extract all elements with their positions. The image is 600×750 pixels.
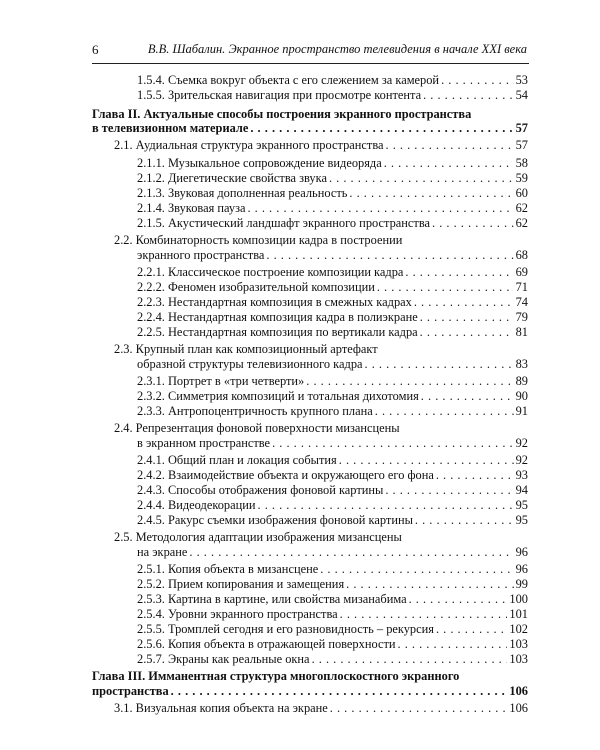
toc-entry-page: 101 [509,607,528,621]
toc-entry-page: 54 [515,88,528,102]
toc-leader [250,121,513,135]
toc-section-heading: 2.3. Крупный план как композиционный артефакт [114,342,378,356]
toc-leader [349,186,513,200]
toc-entry-page: 90 [515,389,528,403]
toc-entry-page: 74 [515,295,528,309]
toc-entry [137,652,528,666]
toc-entry [137,374,528,388]
toc-entry-title: экранного пространства [137,248,265,262]
toc-entry [137,562,528,576]
toc-entry-title: 2.2.1. Классическое построение композиции кадра [137,265,404,279]
toc-entry-title: пространства [92,684,169,698]
toc-entry [137,577,528,591]
toc-entry-title: 2.2.2. Феномен изобразительной композиции [137,280,375,294]
toc-entry-page: 60 [515,186,528,200]
toc-entry [114,138,528,152]
toc-entry [137,325,528,339]
toc-entry-title: 2.1.2. Диегетические свойства звука [137,171,327,185]
toc-entry-page: 58 [515,156,528,170]
toc-entry-title: в телевизионном материале [92,121,249,135]
header-author: В.В. Шабалин. [147,42,226,56]
toc-entry-title: 2.5.2. Прием копирования и замещения [137,577,345,591]
toc-entry-title: 2.2.5. Нестандартная композиция по вертикали кадра [137,325,418,339]
toc-entry-title: 2.3.1. Портрет в «три четверти» [137,374,305,388]
toc-entry-title: 2.4.4. Видеодекорации [137,498,256,512]
header-title: Экранное пространство телевидения в начале XXI века [228,42,527,56]
toc-entry-title: 2.2.3. Нестандартная композиция в смежных кадрах [137,295,412,309]
toc-leader [384,156,514,170]
toc-entry-page: 103 [509,637,528,651]
toc-entry-title: 3.1. Визуальная копия объекта на экране [114,701,328,715]
toc-entry [137,186,528,200]
toc-chapter-heading: Глава II. Актуальные способы построения экранного пространства [92,107,472,121]
toc-entry-title: 2.1.5. Акустический ландшафт экранного пространства [137,216,431,230]
toc-leader [330,701,508,715]
toc-entry-title: 2.1.1. Музыкальное сопровождение видеоряда [137,156,382,170]
running-title [148,42,527,57]
header-rule [92,63,529,64]
toc-entry-page: 106 [509,684,528,698]
toc-entry [137,637,528,651]
toc-leader [365,357,514,371]
toc-entry-title: 2.5.1. Копия объекта в мизансцене [137,562,319,576]
toc-entry-page: 93 [515,468,528,482]
toc-entry-title: в экранном пространстве [137,436,271,450]
toc-entry-page: 57 [515,138,528,152]
toc-entry-page: 81 [515,325,528,339]
toc-entry [137,357,528,371]
toc-entry-page: 95 [515,513,528,527]
toc-entry [137,545,528,559]
toc-entry-page: 106 [509,701,528,715]
toc-leader [385,483,513,497]
toc-leader [375,404,514,418]
toc-entry-title: 2.4.5. Ракурс съемки изображения фоновой картины [137,513,413,527]
toc-entry-page: 69 [515,265,528,279]
toc-entry-page: 102 [509,622,528,636]
toc-leader [306,374,513,388]
toc-entry [137,622,528,636]
toc-entry-page: 92 [515,436,528,450]
toc-entry-title: 2.2.4. Нестандартная композиция кадра в полиэкране [137,310,418,324]
toc-chapter-heading: Глава III. Имманентная структура многоплоскостного экранного [92,669,460,683]
toc-entry [92,121,528,135]
toc-entry-title: 2.3.2. Симметрия композиций и тотальная дихотомия [137,389,419,403]
toc-entry-page: 53 [515,73,528,87]
toc-entry [137,216,528,230]
toc-entry-title: 2.5.3. Картина в картине, или свойства мизанабима [137,592,407,606]
toc-leader [441,73,514,87]
toc-leader [386,138,514,152]
toc-leader [420,325,514,339]
toc-entry-title: образной структуры телевизионного кадра [137,357,363,371]
toc-leader [272,436,514,450]
toc-leader [320,562,513,576]
toc-entry [137,389,528,403]
toc-leader [421,389,514,403]
toc-entry-page: 96 [515,545,528,559]
toc-section-heading: 2.4. Репрезентация фоновой поверхности мизансцены [114,421,400,435]
toc-entry-page: 99 [515,577,528,591]
toc-leader [415,513,514,527]
toc-leader [346,577,513,591]
toc-entry [137,201,528,215]
page-number: 6 [92,42,99,57]
toc-entry-page: 57 [515,121,528,135]
toc-leader [436,468,514,482]
toc-entry-page: 95 [515,498,528,512]
toc-entry-page: 83 [515,357,528,371]
toc-leader [312,652,508,666]
toc-entry [137,453,528,467]
toc-section-heading: 2.2. Комбинаторность композиции кадра в построении [114,233,403,247]
toc-leader [189,545,513,559]
toc-leader [247,201,513,215]
toc-entry-page: 100 [509,592,528,606]
toc-entry [137,295,528,309]
toc-entry-title: 2.3.3. Антропоцентричность крупного плана [137,404,373,418]
toc-entry-title: на экране [137,545,188,559]
toc-entry [92,684,528,698]
toc-entry-page: 62 [515,201,528,215]
toc-entry-title: 2.5.7. Экраны как реальные окна [137,652,310,666]
toc-leader [436,622,507,636]
toc-leader [432,216,514,230]
toc-entry [137,88,528,102]
toc-leader [171,684,508,698]
toc-leader [398,637,508,651]
toc-entry [137,280,528,294]
toc-entry [137,468,528,482]
toc-section-heading: 2.5. Методология адаптации изображения мизансцены [114,530,402,544]
toc-leader [377,280,514,294]
toc-entry-title: 2.4.1. Общий план и локация события [137,453,337,467]
toc-leader [340,607,508,621]
toc-entry [137,498,528,512]
toc-entry-title: 2.5.4. Уровни экранного пространства [137,607,338,621]
toc-leader [329,171,514,185]
toc-entry-title: 2.1. Аудиальная структура экранного пространства [114,138,384,152]
toc-leader [405,265,513,279]
toc-entry-page: 71 [515,280,528,294]
toc-entry-title: 2.5.5. Тромплей сегодня и его разновидность – рекурсия [137,622,434,636]
toc-entry-title: 2.1.4. Звуковая пауза [137,201,246,215]
toc-entry [137,310,528,324]
toc-leader [414,295,514,309]
toc-entry [137,592,528,606]
toc-entry-title: 2.5.6. Копия объекта в отражающей поверхности [137,637,396,651]
toc-leader [420,310,514,324]
toc-entry-page: 59 [515,171,528,185]
toc-entry-page: 91 [515,404,528,418]
toc-leader [339,453,514,467]
toc-entry-page: 92 [515,453,528,467]
toc-entry-page: 94 [515,483,528,497]
toc-entry-page: 89 [515,374,528,388]
toc-leader [409,592,508,606]
toc-entry [137,156,528,170]
toc-entry [137,171,528,185]
toc-entry [137,436,528,450]
toc-entry-page: 68 [515,248,528,262]
toc-entry-title: 2.1.3. Звуковая дополненная реальность [137,186,348,200]
toc-entry-title: 2.4.2. Взаимодействие объекта и окружающего его фона [137,468,434,482]
toc-entry [137,265,528,279]
toc-entry-title: 1.5.4. Съемка вокруг объекта с его слежением за камерой [137,73,440,87]
toc-entry [137,73,528,87]
toc-entry [114,701,528,715]
toc-leader [266,248,513,262]
toc-leader [423,88,514,102]
running-header [92,42,527,58]
toc-entry [137,607,528,621]
toc-leader [258,498,514,512]
toc-entry [137,483,528,497]
toc-entry-title: 1.5.5. Зрительская навигация при просмотре контента [137,88,422,102]
toc-entry [137,248,528,262]
toc-entry-page: 96 [515,562,528,576]
toc-entry-page: 103 [509,652,528,666]
toc-entry-page: 62 [515,216,528,230]
toc-entry-title: 2.4.3. Способы отображения фоновой картины [137,483,384,497]
toc-entry-page: 79 [515,310,528,324]
toc-entry [137,513,528,527]
toc-entry [137,404,528,418]
